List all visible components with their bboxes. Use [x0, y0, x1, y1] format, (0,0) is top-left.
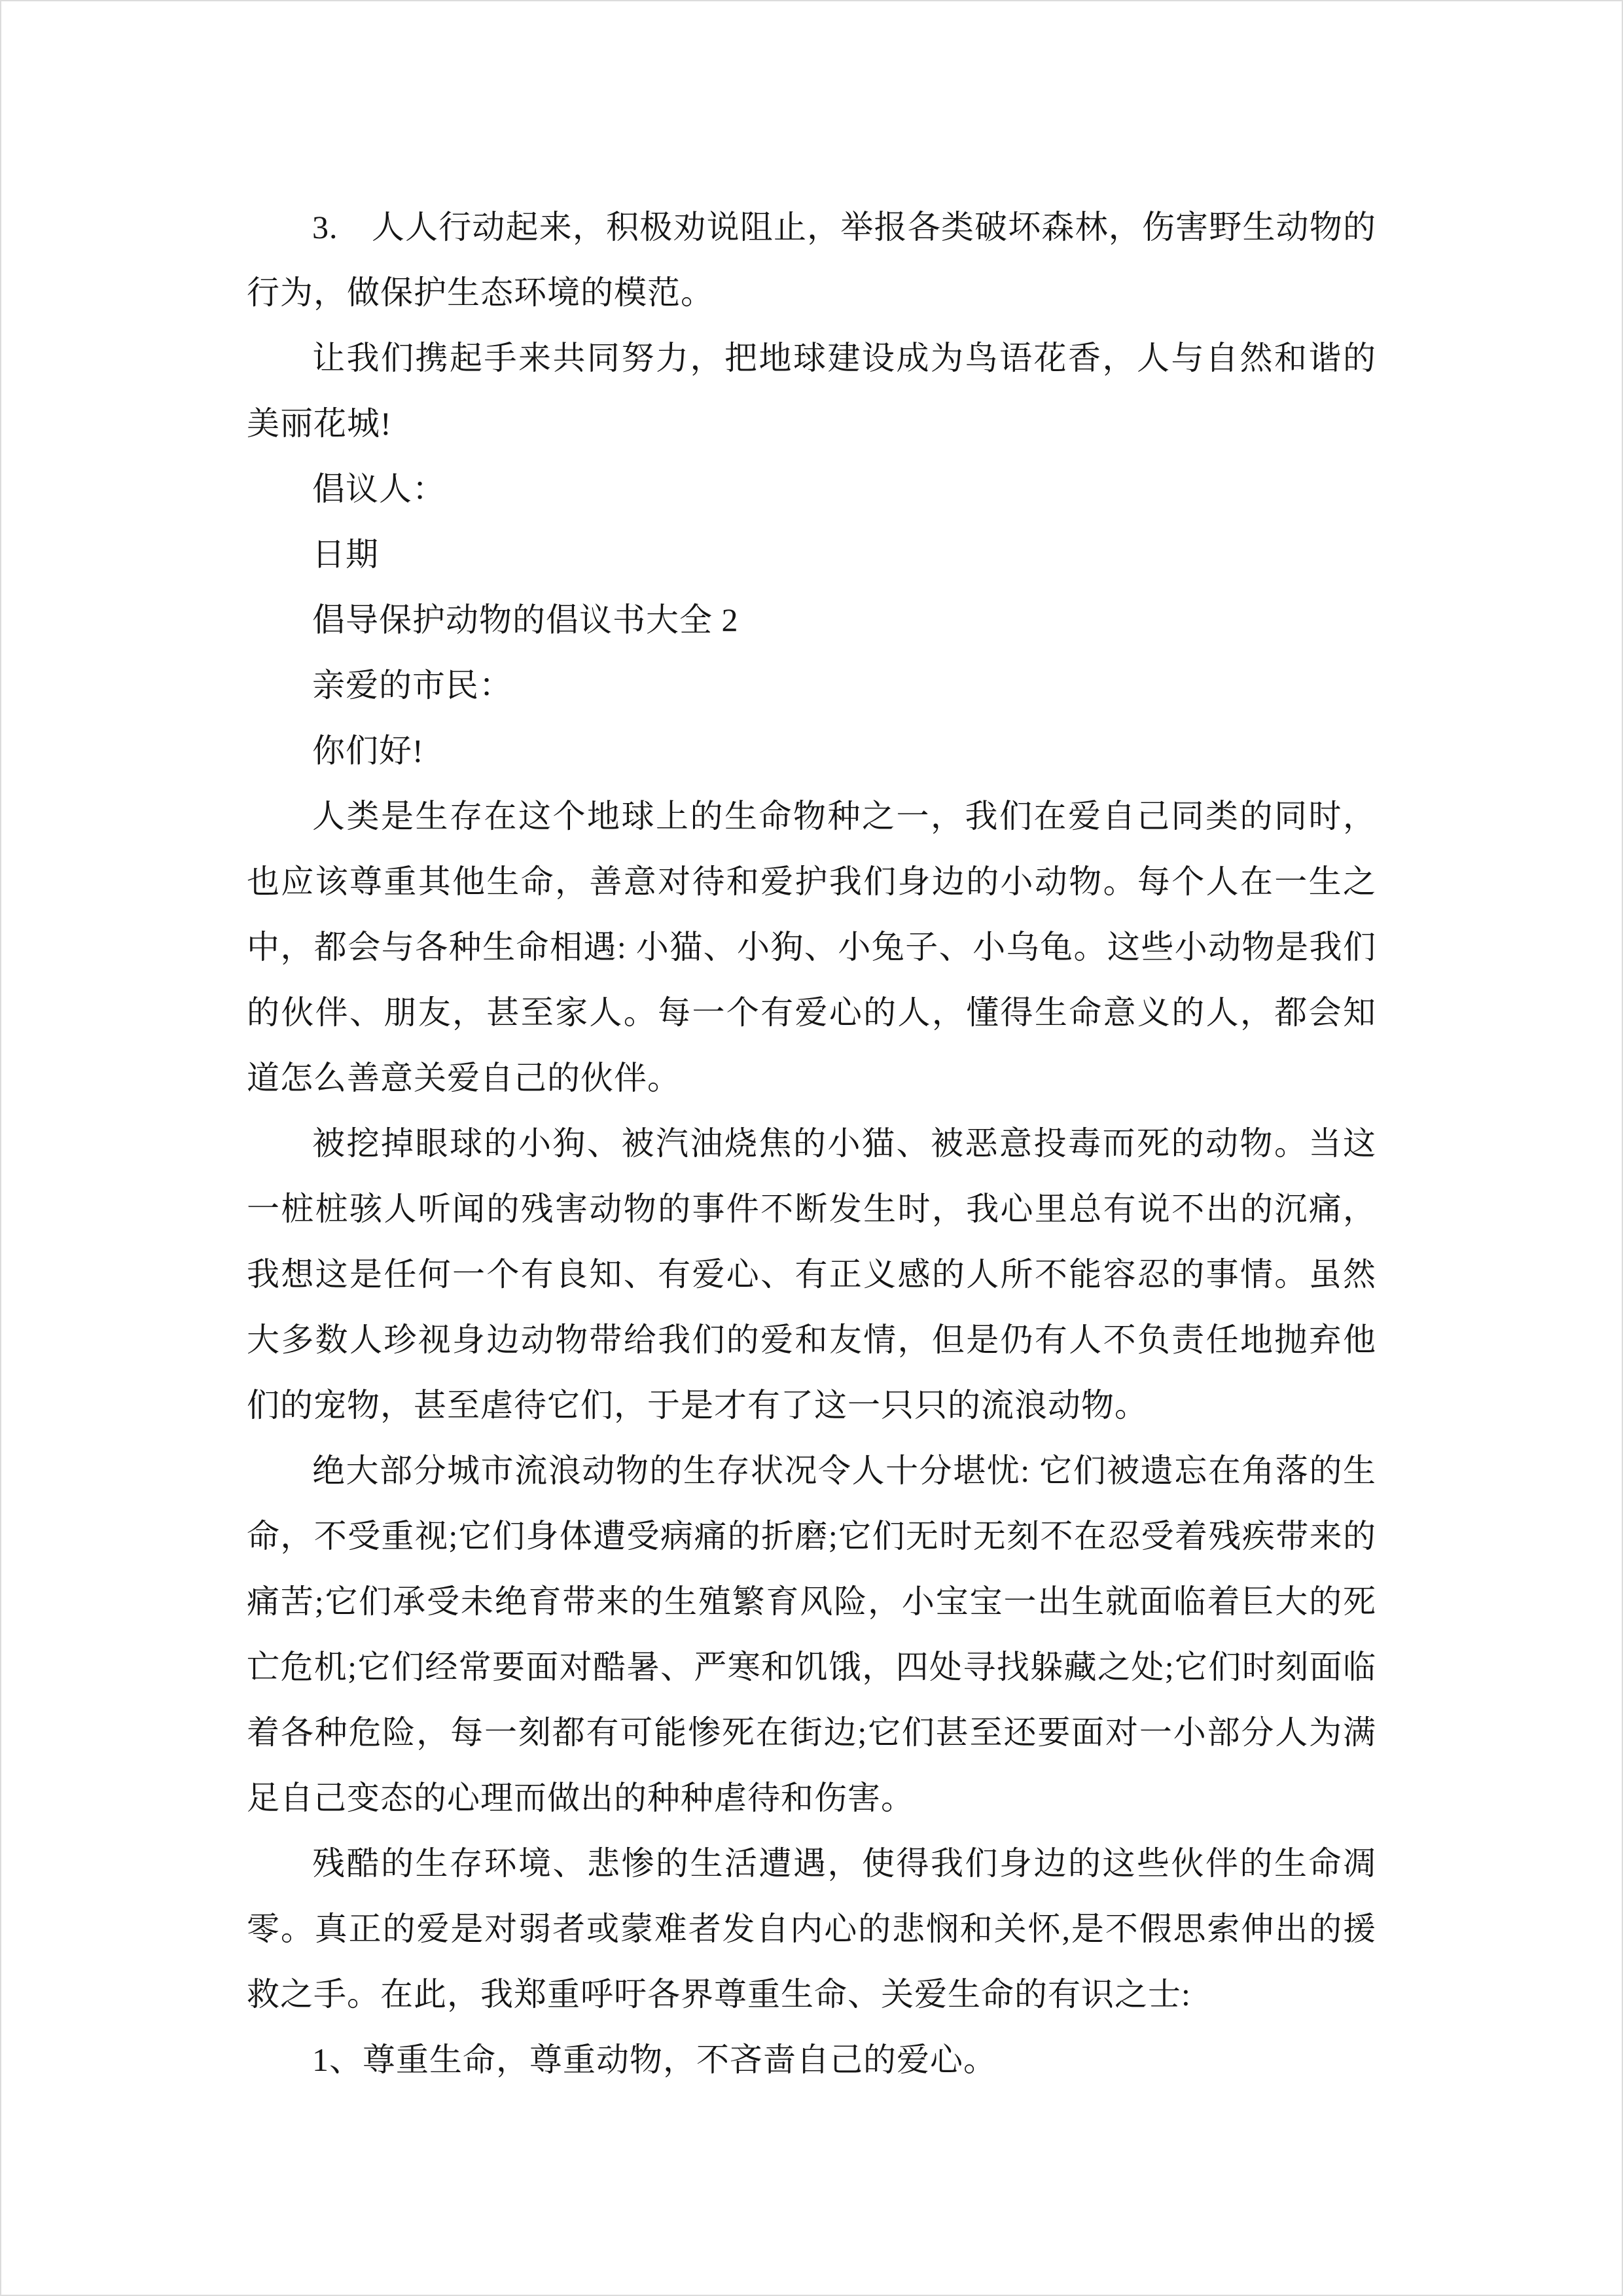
paragraph-closing-appeal: 让我们携起手来共同努力，把地球建设成为鸟语花香，人与自然和谐的美丽花城!: [247, 340, 1376, 442]
greeting: 你们好!: [312, 732, 424, 769]
signature-proposer: 倡议人：: [312, 471, 446, 507]
paragraph-call-to-action: 残酷的生存环境、悲惨的生活遭遇，使得我们身边的这些伙伴的生命凋零。真正的爱是对弱者或蒙难者发自内心的悲悯和关怀,是不假思索伸出的援救之手。在此，我郑重呼吁各界尊重生命、关爱生命的有识之士:: [247, 1845, 1376, 2013]
signature-date: 日期: [312, 536, 379, 573]
paragraph-cruelty-cases: 被挖掉眼球的小狗、被汽油烧焦的小猫、被恶意投毒而死的动物。当这一桩桩骇人听闻的残害动物的事件不断发生时，我心里总有说不出的沉痛，我想这是任何一个有良知、有爱心、有正义感的人所不能容忍的事情。虽然大多数人珍视身边动物带给我们的爱和友情，但是仍有人不负责任地抛弃他们的宠物，甚至虐待它们，于是才有了这一只只的流浪动物。: [247, 1125, 1376, 1424]
paragraph-intro-life: 人类是生存在这个地球上的生命物种之一，我们在爱自己同类的同时，也应该尊重其他生命，善意对待和爱护我们身边的小动物。每个人在一生之中，都会与各种生命相遇: 小猫、小狗、小兔子、小乌龟。这些小动物是我们的伙伴、朋友，甚至家人。每一个有爱心的人，懂得生命意义的人，都会知道怎么善意关爱自己的伙伴。: [247, 798, 1376, 1096]
paragraph-appeal-item-1: 1、尊重生命，尊重动物，不吝啬自己的爱心。: [312, 2041, 997, 2078]
salutation: 亲爱的市民：: [312, 667, 512, 704]
paragraph-list-item-3: 3. 人人行动起来，积极劝说阻止，举报各类破坏森林，伤害野生动物的行为，做保护生态环境的模范。: [247, 209, 1376, 311]
section-title: 倡导保护动物的倡议书大全 2: [312, 601, 739, 638]
document-body: [247, 194, 1376, 2092]
paragraph-stray-conditions: 绝大部分城市流浪动物的生存状况令人十分堪忧: 它们被遗忘在角落的生命，不受重视;它们身体遭受病痛的折磨;它们无时无刻不在忍受着残疾带来的痛苦;它们承受未绝育带来的生殖繁育风险，小宝宝一出生就面临着巨大的死亡危机;它们经常要面对酷暑、严寒和饥饿，四处寻找躲藏之处;它们时刻面临着各种危险，每一刻都有可能惨死在街边;它们甚至还要面对一小部分人为满足自己变态的心理而做出的种种虐待和伤害。: [247, 1452, 1376, 1816]
